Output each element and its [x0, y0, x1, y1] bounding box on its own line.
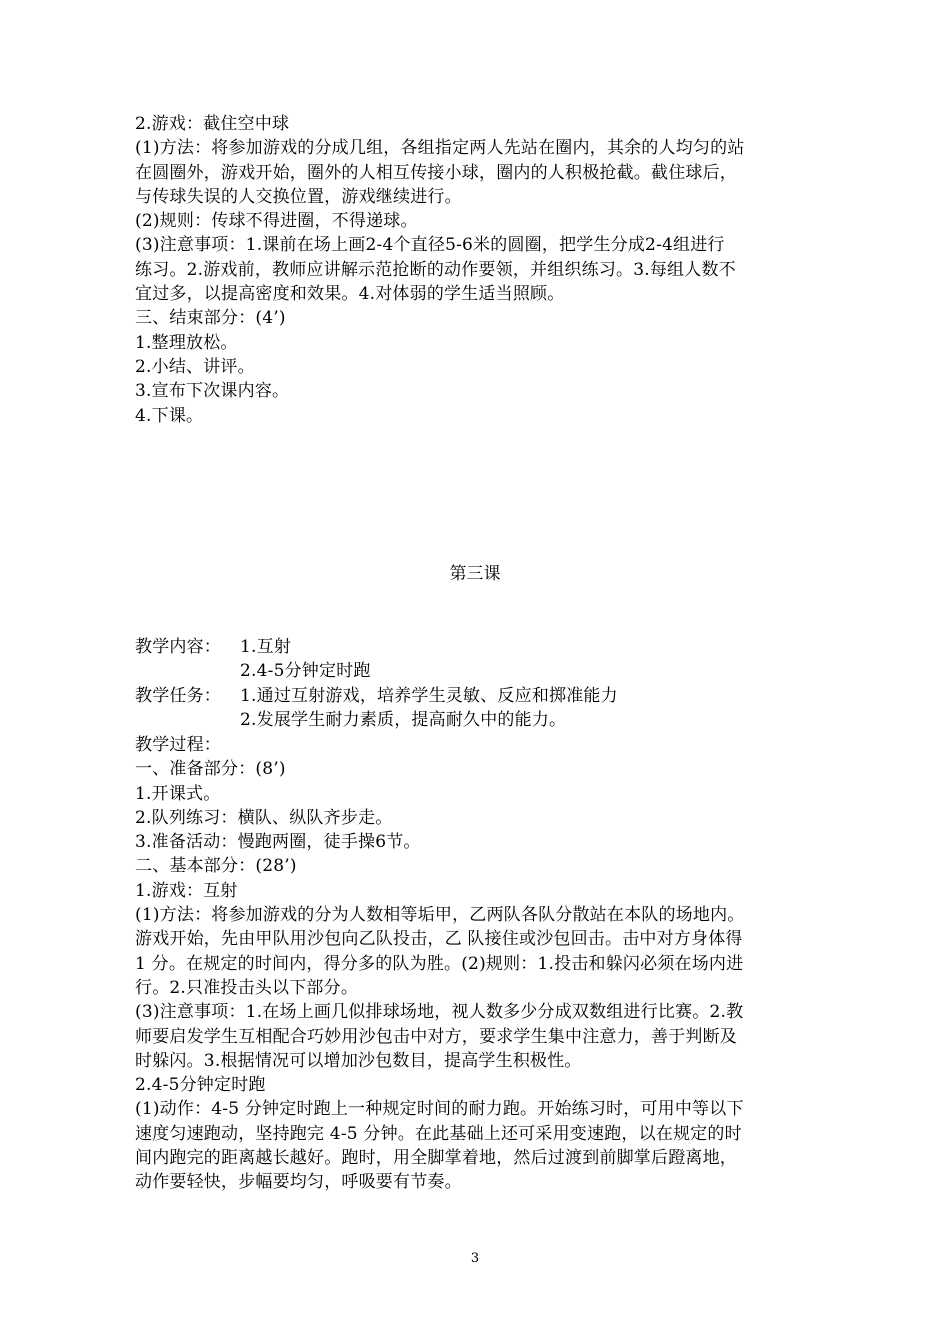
- section-heading: 三、结束部分：(4’): [135, 308, 286, 329]
- lesson-header: [135, 635, 825, 732]
- lesson-body: [135, 733, 825, 1195]
- teaching-content-row: [135, 659, 825, 683]
- teaching-content-row: [135, 635, 825, 659]
- text-line: 游戏开始，先由甲队用沙包向乙队投击，乙 队接住或沙包回击。击中对方身体得: [135, 929, 743, 950]
- teaching-task-item: 2.发展学生耐力素质，提高耐久中的能力。: [240, 709, 567, 730]
- section-heading: 二、基本部分：(28’): [135, 856, 297, 877]
- page-number: 3: [470, 1251, 480, 1266]
- text-line: (1)动作：4-5 分钟定时跑上一种规定时间的耐力跑。开始练习时，可用中等以下: [135, 1099, 744, 1120]
- text-line: 与传球失误的人交换位置，游戏继续进行。: [135, 186, 462, 207]
- text-line: 2.游戏：截住空中球: [135, 114, 290, 134]
- text-line: (3)注意事项：1.课前在场上画2-4个直径5-6米的圆圈，把学生分成2-4组进行: [135, 235, 725, 256]
- text-line: 2.队列练习：横队、纵队齐步走。: [135, 807, 393, 828]
- teaching-content-item: 2.4-5分钟定时跑: [240, 661, 371, 682]
- text-line: 4.下课。: [135, 405, 204, 426]
- text-line: 1 分。在规定的时间内，得分多的队为胜。(2)规则：1.投击和躲闪必须在场内进: [135, 953, 744, 974]
- text-line: 3.准备活动：慢跑两圈，徒手操6节。: [135, 832, 421, 853]
- text-line: 行。2.只准投击头以下部分。: [135, 977, 359, 998]
- text-line: 2.小结、讲评。: [135, 356, 255, 377]
- teaching-task-label: 教学任务：: [135, 685, 221, 706]
- teaching-task-row: [135, 708, 825, 732]
- text-line: 间内跑完的距离越长越好。跑时，用全脚掌着地，然后过渡到前脚掌后蹬离地，: [135, 1148, 737, 1169]
- text-line: 练习。2.游戏前，教师应讲解示范抢断的动作要领，并组织练习。3.每组人数不: [135, 259, 736, 280]
- text-line: 1.开课式。: [135, 783, 221, 804]
- text-line: 宜过多，以提高密度和效果。4.对体弱的学生适当照顾。: [135, 284, 565, 305]
- text-line: 2.4-5分钟定时跑: [135, 1075, 266, 1096]
- text-line: 速度匀速跑动，坚持跑完 4-5 分钟。在此基础上还可采用变速跑，以在规定的时: [135, 1123, 742, 1144]
- teaching-task-row: [135, 684, 825, 708]
- text-line: (2)规则：传球不得进圈，不得递球。: [135, 211, 418, 232]
- text-line: 1.整理放松。: [135, 332, 238, 353]
- text-line: 1.游戏：互射: [135, 880, 238, 901]
- text-line: 在圆圈外，游戏开始，圈外的人相互传接小球，圈内的人积极抢截。截住球后，: [135, 162, 737, 183]
- lesson-title: 第三课: [449, 564, 501, 584]
- text-line: 时躲闪。3.根据情况可以增加沙包数目，提高学生积极性。: [135, 1050, 582, 1071]
- section-heading: 一、准备部分：(8’): [135, 759, 286, 780]
- previous-lesson-continuation: [135, 112, 825, 428]
- text-line: 3.宣布下次课内容。: [135, 381, 290, 402]
- text-line: (1)方法：将参加游戏的分成几组，各组指定两人先站在圈内，其余的人均匀的站: [135, 138, 745, 159]
- section-heading: 教学过程：: [135, 735, 221, 755]
- text-line: (3)注意事项：1.在场上画几似排球场地，视人数多少分成双数组进行比赛。2.教: [135, 1002, 744, 1023]
- text-line: 师要启发学生互相配合巧妙用沙包击中对方，要求学生集中注意力，善于判断及: [135, 1026, 737, 1047]
- text-line: 动作要轻快，步幅要均匀，呼吸要有节奏。: [135, 1172, 462, 1193]
- text-line: (1)方法：将参加游戏的分为人数相等垢甲，乙两队各队分散站在本队的场地内。: [135, 905, 745, 926]
- teaching-content-item: 1.互射: [240, 637, 292, 657]
- teaching-content-label: 教学内容：: [135, 637, 221, 657]
- teaching-task-item: 1.通过互射游戏，培养学生灵敏、反应和掷准能力: [240, 685, 618, 706]
